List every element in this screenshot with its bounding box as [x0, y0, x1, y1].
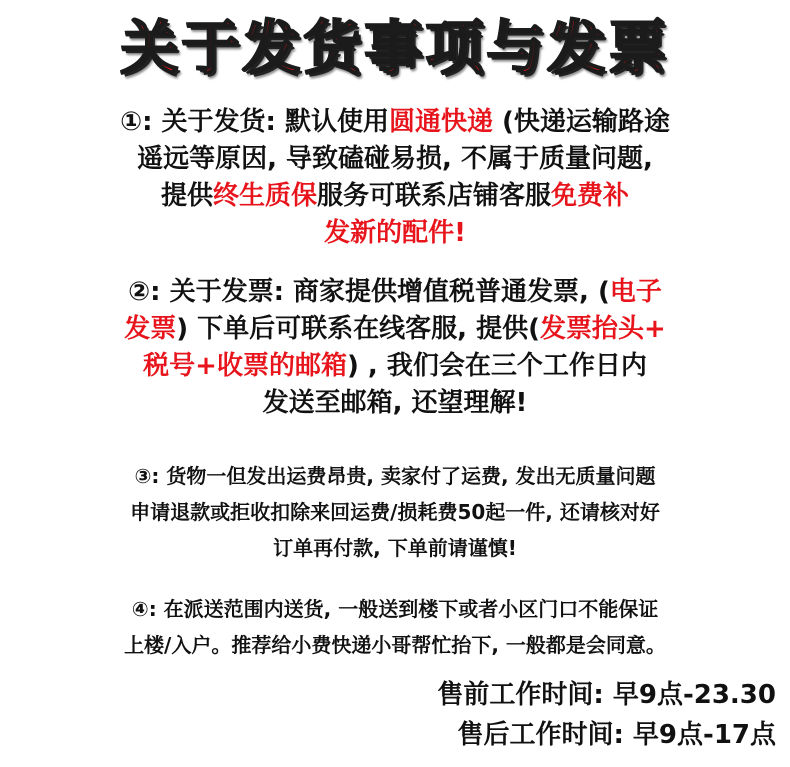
delivery-line-1: ④: 在派送范围内送货, 一般送到楼下或者小区门口不能保证 [131, 597, 659, 621]
shipping-line-1 [0, 104, 790, 141]
invoice-line-2 [0, 311, 790, 348]
e-invoice-highlight-2: 发票 [124, 314, 177, 344]
shipping-line-3 [0, 178, 790, 215]
courier-name: 圆通快递 [388, 107, 493, 137]
return-line-3: 订单再付款, 下单前请谨慎! [273, 536, 517, 560]
invoice-notice [0, 274, 790, 422]
invoice-line-4: 发送至邮箱, 还望理解! [262, 388, 528, 418]
page-title: 关于发货事项与发票 [120, 14, 670, 82]
invoice-line-1 [0, 274, 790, 311]
shipping-line-3-mid: 服务可联系店铺客服 [317, 181, 552, 211]
lifetime-warranty-highlight: 终生质保 [212, 181, 317, 211]
return-line-1: ③: 货物一但发出运费昂贵, 卖家付了运费, 发出无质量问题 [134, 464, 656, 488]
return-notice [0, 458, 790, 566]
shipping-line-2: 遥远等原因, 导致磕碰易损, 不属于质量问题, [137, 144, 653, 174]
delivery-line-2: 上楼/入户。推荐给小费快递小哥帮忙抬下, 一般都是会同意。 [124, 633, 666, 657]
invoice-header-highlight: 发票抬头+ [539, 314, 666, 344]
shipping-line-3-text: 提供 [160, 181, 213, 211]
invoice-line-3 [0, 348, 790, 385]
free-replacement-highlight: 免费补 [551, 181, 630, 211]
invoice-line-2-text: ) 下单后可联系在线客服, 提供( [176, 314, 540, 344]
invoice-line-3-text: ) , 我们会在三个工作日内 [346, 351, 647, 381]
shipping-notice [0, 104, 790, 252]
e-invoice-highlight-1: 电子 [609, 277, 662, 307]
delivery-notice [0, 591, 790, 663]
shipping-line-4: 发新的配件! [324, 218, 466, 248]
presale-hours: 售前工作时间: 早9点-23.30 [437, 680, 776, 710]
return-line-2: 申请退款或拒收扣除来回运费/损耗费50起一件, 还请核对好 [130, 500, 660, 524]
shipping-line-1-text: ①: 关于发货: 默认使用 [120, 107, 389, 137]
invoice-line-1-text: ②: 关于发票: 商家提供增值税普通发票, ( [128, 277, 610, 307]
tax-email-highlight: 税号+收票的邮箱 [143, 351, 347, 381]
aftersale-hours: 售后工作时间: 早9点-17点 [457, 720, 776, 750]
shipping-line-1-tail: (快递运输路途 [493, 107, 670, 137]
